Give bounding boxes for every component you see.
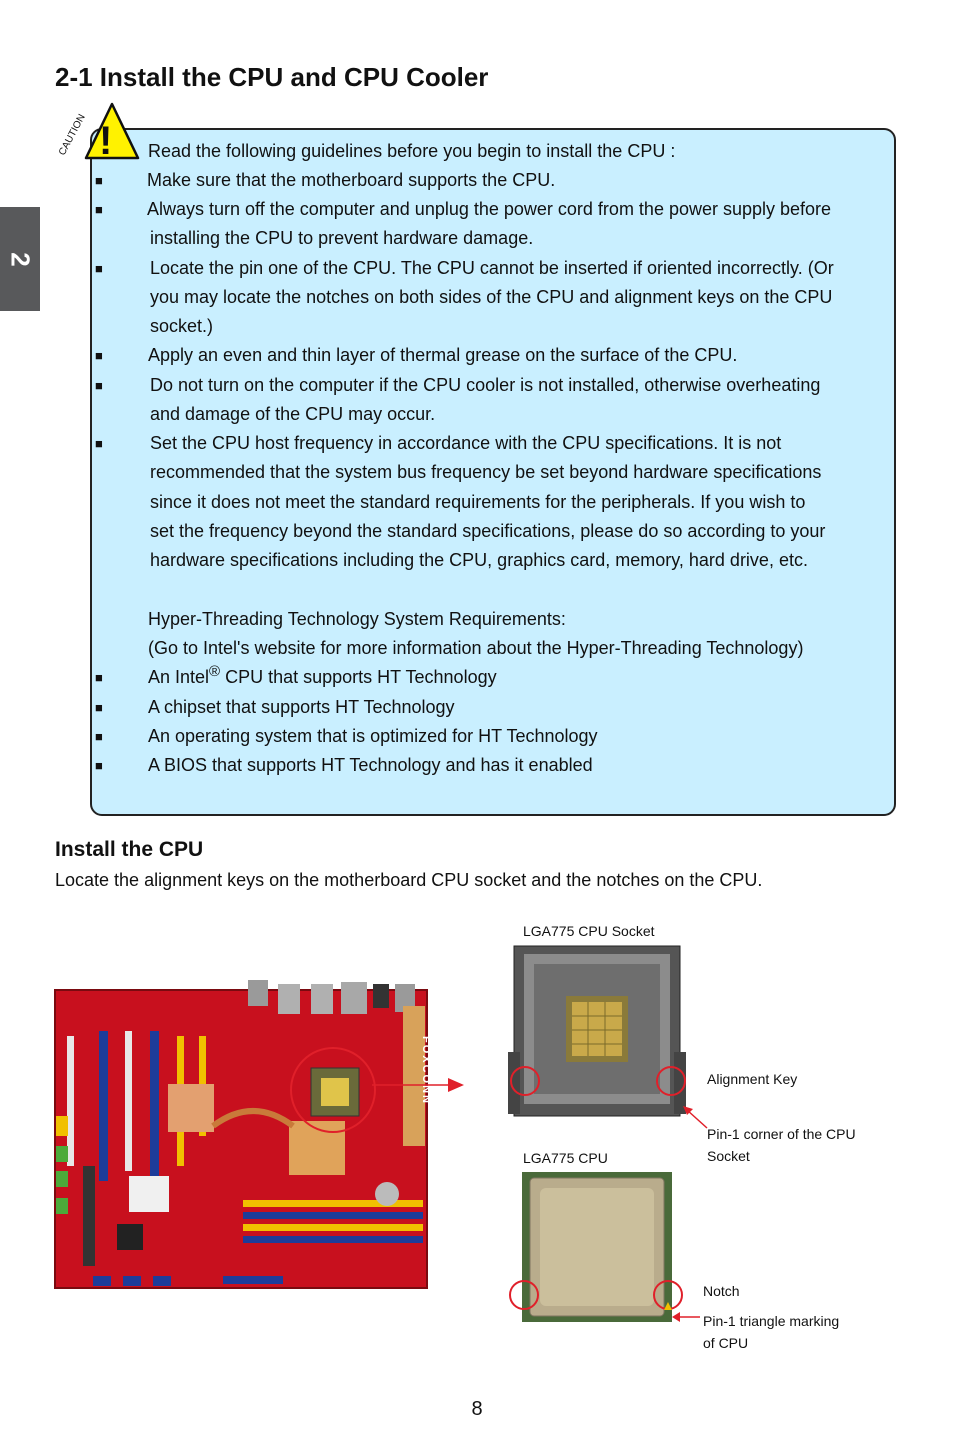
board-logo-text: FOXCONN xyxy=(420,1036,432,1105)
bullet-icon: ■ xyxy=(95,670,103,685)
caution-line: installing the CPU to prevent hardware damage. xyxy=(150,228,534,248)
pin1-cpu-label-line2: of CPU xyxy=(703,1335,749,1351)
caution-line: hardware specifications including the CPU, graphics card, memory, hard drive, etc. xyxy=(150,550,808,570)
svg-text:!: ! xyxy=(99,119,113,163)
pin1-socket-arrow-icon xyxy=(681,1104,709,1130)
ht-item: A chipset that supports HT Technology xyxy=(148,697,455,717)
caution-line: you may locate the notches on both sides of the CPU and alignment keys on the CPU xyxy=(150,287,833,307)
chapter-number: 2 xyxy=(5,251,36,267)
alignment-key-label: Alignment Key xyxy=(707,1071,798,1087)
ht-item: An operating system that is optimized for HT Technology xyxy=(148,726,598,746)
caution-line: Do not turn on the computer if the CPU cooler is not installed, otherwise overheating xyxy=(150,375,821,395)
caution-line: recommended that the system bus frequency be set beyond hardware specifications xyxy=(150,462,822,482)
ht-heading: Hyper-Threading Technology System Requirements: xyxy=(148,609,566,629)
bullet-icon: ■ xyxy=(95,173,103,188)
cpu-image xyxy=(504,1170,690,1326)
caution-line: and damage of the CPU may occur. xyxy=(150,404,436,424)
bullet-icon: ■ xyxy=(95,436,103,451)
caution-intro: Read the following guidelines before you begin to install the CPU : xyxy=(148,141,676,161)
bullet-icon: ■ xyxy=(95,758,103,773)
ht-note: (Go to Intel's website for more information about the Hyper-Threading Technology) xyxy=(148,638,804,658)
install-cpu-title: Install the CPU xyxy=(55,838,204,861)
section-title: 2-1 Install the CPU and CPU Cooler xyxy=(55,62,489,92)
caution-line: Locate the pin one of the CPU. The CPU cannot be inserted if oriented incorrectly. (Or xyxy=(150,258,834,278)
bullet-icon: ■ xyxy=(95,700,103,715)
caution-line: since it does not meet the standard requirements for the peripherals. If you wish to xyxy=(150,492,806,512)
page-number: 8 xyxy=(471,1398,483,1420)
caution-line: Apply an even and thin layer of thermal grease on the surface of the CPU. xyxy=(148,345,738,365)
notch-label: Notch xyxy=(703,1283,740,1299)
pin1-cpu-label-line1: Pin-1 triangle marking xyxy=(703,1313,840,1329)
cpu-socket-image xyxy=(508,944,688,1122)
caution-icon-label: CAUTION xyxy=(56,112,88,158)
pin1-socket-label-line1: Pin-1 corner of the CPU xyxy=(707,1126,856,1142)
bullet-icon: ■ xyxy=(95,378,103,393)
caution-line: set the frequency beyond the standard specifications, please do so according to your xyxy=(150,521,826,541)
cpu-label: LGA775 CPU xyxy=(523,1150,608,1166)
pin1-socket-label-line2: Socket xyxy=(707,1148,750,1164)
caution-line: Make sure that the motherboard supports the CPU. xyxy=(147,170,556,190)
caution-line: socket.) xyxy=(150,316,214,336)
caution-warning-icon xyxy=(52,96,144,168)
bullet-icon: ■ xyxy=(95,261,103,276)
pin1-cpu-arrow-icon xyxy=(670,1310,702,1324)
caution-line: Set the CPU host frequency in accordance with the CPU specifications. It is not xyxy=(150,433,782,453)
bullet-icon: ■ xyxy=(95,348,103,363)
ht-item: An Intel® CPU that supports HT Technology xyxy=(148,663,497,687)
bullet-icon: ■ xyxy=(95,729,103,744)
socket-label: LGA775 CPU Socket xyxy=(523,923,655,939)
caution-line: Always turn off the computer and unplug the power cord from the power supply before xyxy=(147,199,832,219)
pointer-arrow-icon xyxy=(370,1074,466,1096)
motherboard-image xyxy=(53,976,431,1292)
bullet-icon: ■ xyxy=(95,202,103,217)
install-cpu-description: Locate the alignment keys on the motherboard CPU socket and the notches on the CPU. xyxy=(55,870,763,890)
ht-item: A BIOS that supports HT Technology and has it enabled xyxy=(148,755,593,775)
